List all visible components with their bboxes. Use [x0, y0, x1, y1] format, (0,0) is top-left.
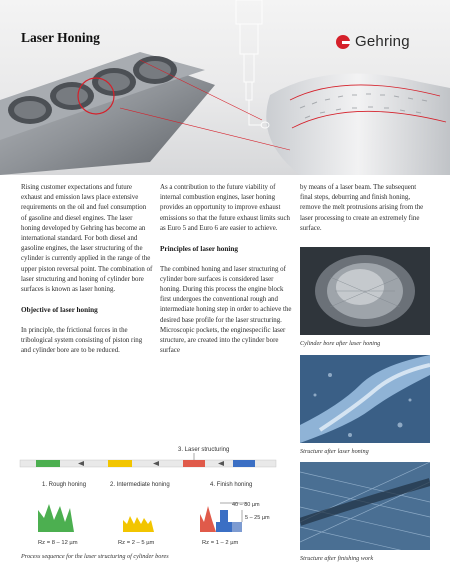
step-2-label: 2. Intermediate honing: [110, 482, 170, 488]
profile-laser: [200, 506, 216, 532]
rz-rough: Rz = 8 – 12 µm: [38, 540, 78, 546]
profile-rough: [38, 504, 74, 532]
photo-structure-finish: [300, 462, 430, 550]
step-1-label: 1. Rough honing: [42, 482, 87, 488]
step-3-label: 3. Laser structuring: [178, 447, 230, 453]
rz-intermediate: Rz = 2 – 5 µm: [118, 540, 155, 546]
step-4-label: 4. Finish honing: [210, 482, 253, 488]
process-diagram: [18, 440, 288, 550]
engine-block-illustration: [0, 0, 450, 175]
page-title: Laser Honing: [21, 30, 100, 45]
caption-structure-finish: Structure after finishing work: [300, 555, 374, 562]
column-2: [160, 183, 294, 367]
continuation-paragraph: by means of a laser beam. The subsequent final steps, deburring and finish honing, remove the melt protrusions arising from the laser processing to create an extremely fine surface.: [300, 184, 424, 232]
rz-finish: Rz = 1 – 2 µm: [202, 540, 239, 546]
honing-bar-row: [20, 460, 276, 467]
contribution-paragraph: As a contribution to the future viability of internal combustion engines, laser honing provides an opportunity to improve exhaust emissions so that the future exhaust limits such as Euro 5 and Euro 6 are easier to achieve.: [160, 184, 290, 232]
dim-width: 40 – 80 µm: [232, 502, 260, 508]
brand-name: Gehring: [355, 33, 410, 50]
gehring-logo: [336, 33, 410, 50]
heading-objective: Objective of laser honing: [21, 306, 98, 315]
hero-image: [0, 0, 450, 175]
photo-structure-laser: [300, 355, 430, 443]
diagram-caption: Process sequence for the laser structuring of cylinder bores: [21, 553, 169, 560]
intro-paragraph: Rising customer expectations and future exhaust and emission laws place extensive requirements on the oil and fuel consumption of gasoline and diesel engines. The laser honing developed by Gehring has become an international standard. For both diesel and gasoline engines, the laser structuring of the cylinder is currently applied in the range of the upper piston reversal point. The combination of laser structuring and honing of cylinder bore surfaces is known as laser honing.: [21, 184, 153, 294]
profile-finish: [216, 510, 232, 532]
objective-paragraph: In principle, the frictional forces in the tribological system consisting of piston ring and cylinder bore are to be reduced.: [21, 326, 143, 355]
caption-cylinder-bore: Cylinder bore after laser honing: [300, 340, 381, 347]
caption-structure-laser: Structure after laser honing: [300, 448, 369, 455]
profile-intermediate: [123, 516, 154, 532]
heading-principles: Principles of laser honing: [160, 245, 238, 254]
principles-paragraph: The combined honing and laser structuring of cylinder bore surfaces is considered laser honing. During this process the engine block first undergoes the conventional rough and intermediate honing step in order to achieve the desired base profile for the laser structuring. Microscopic pockets, the enginespecific laser structure, are created into the cylinder bore surface: [160, 265, 292, 355]
gehring-logo-icon: [336, 35, 350, 49]
photo-cylinder-bore: [300, 247, 430, 335]
column-1: [21, 183, 153, 367]
dim-depth: 5 – 25 µm: [245, 515, 270, 521]
column-3: [300, 183, 430, 244]
